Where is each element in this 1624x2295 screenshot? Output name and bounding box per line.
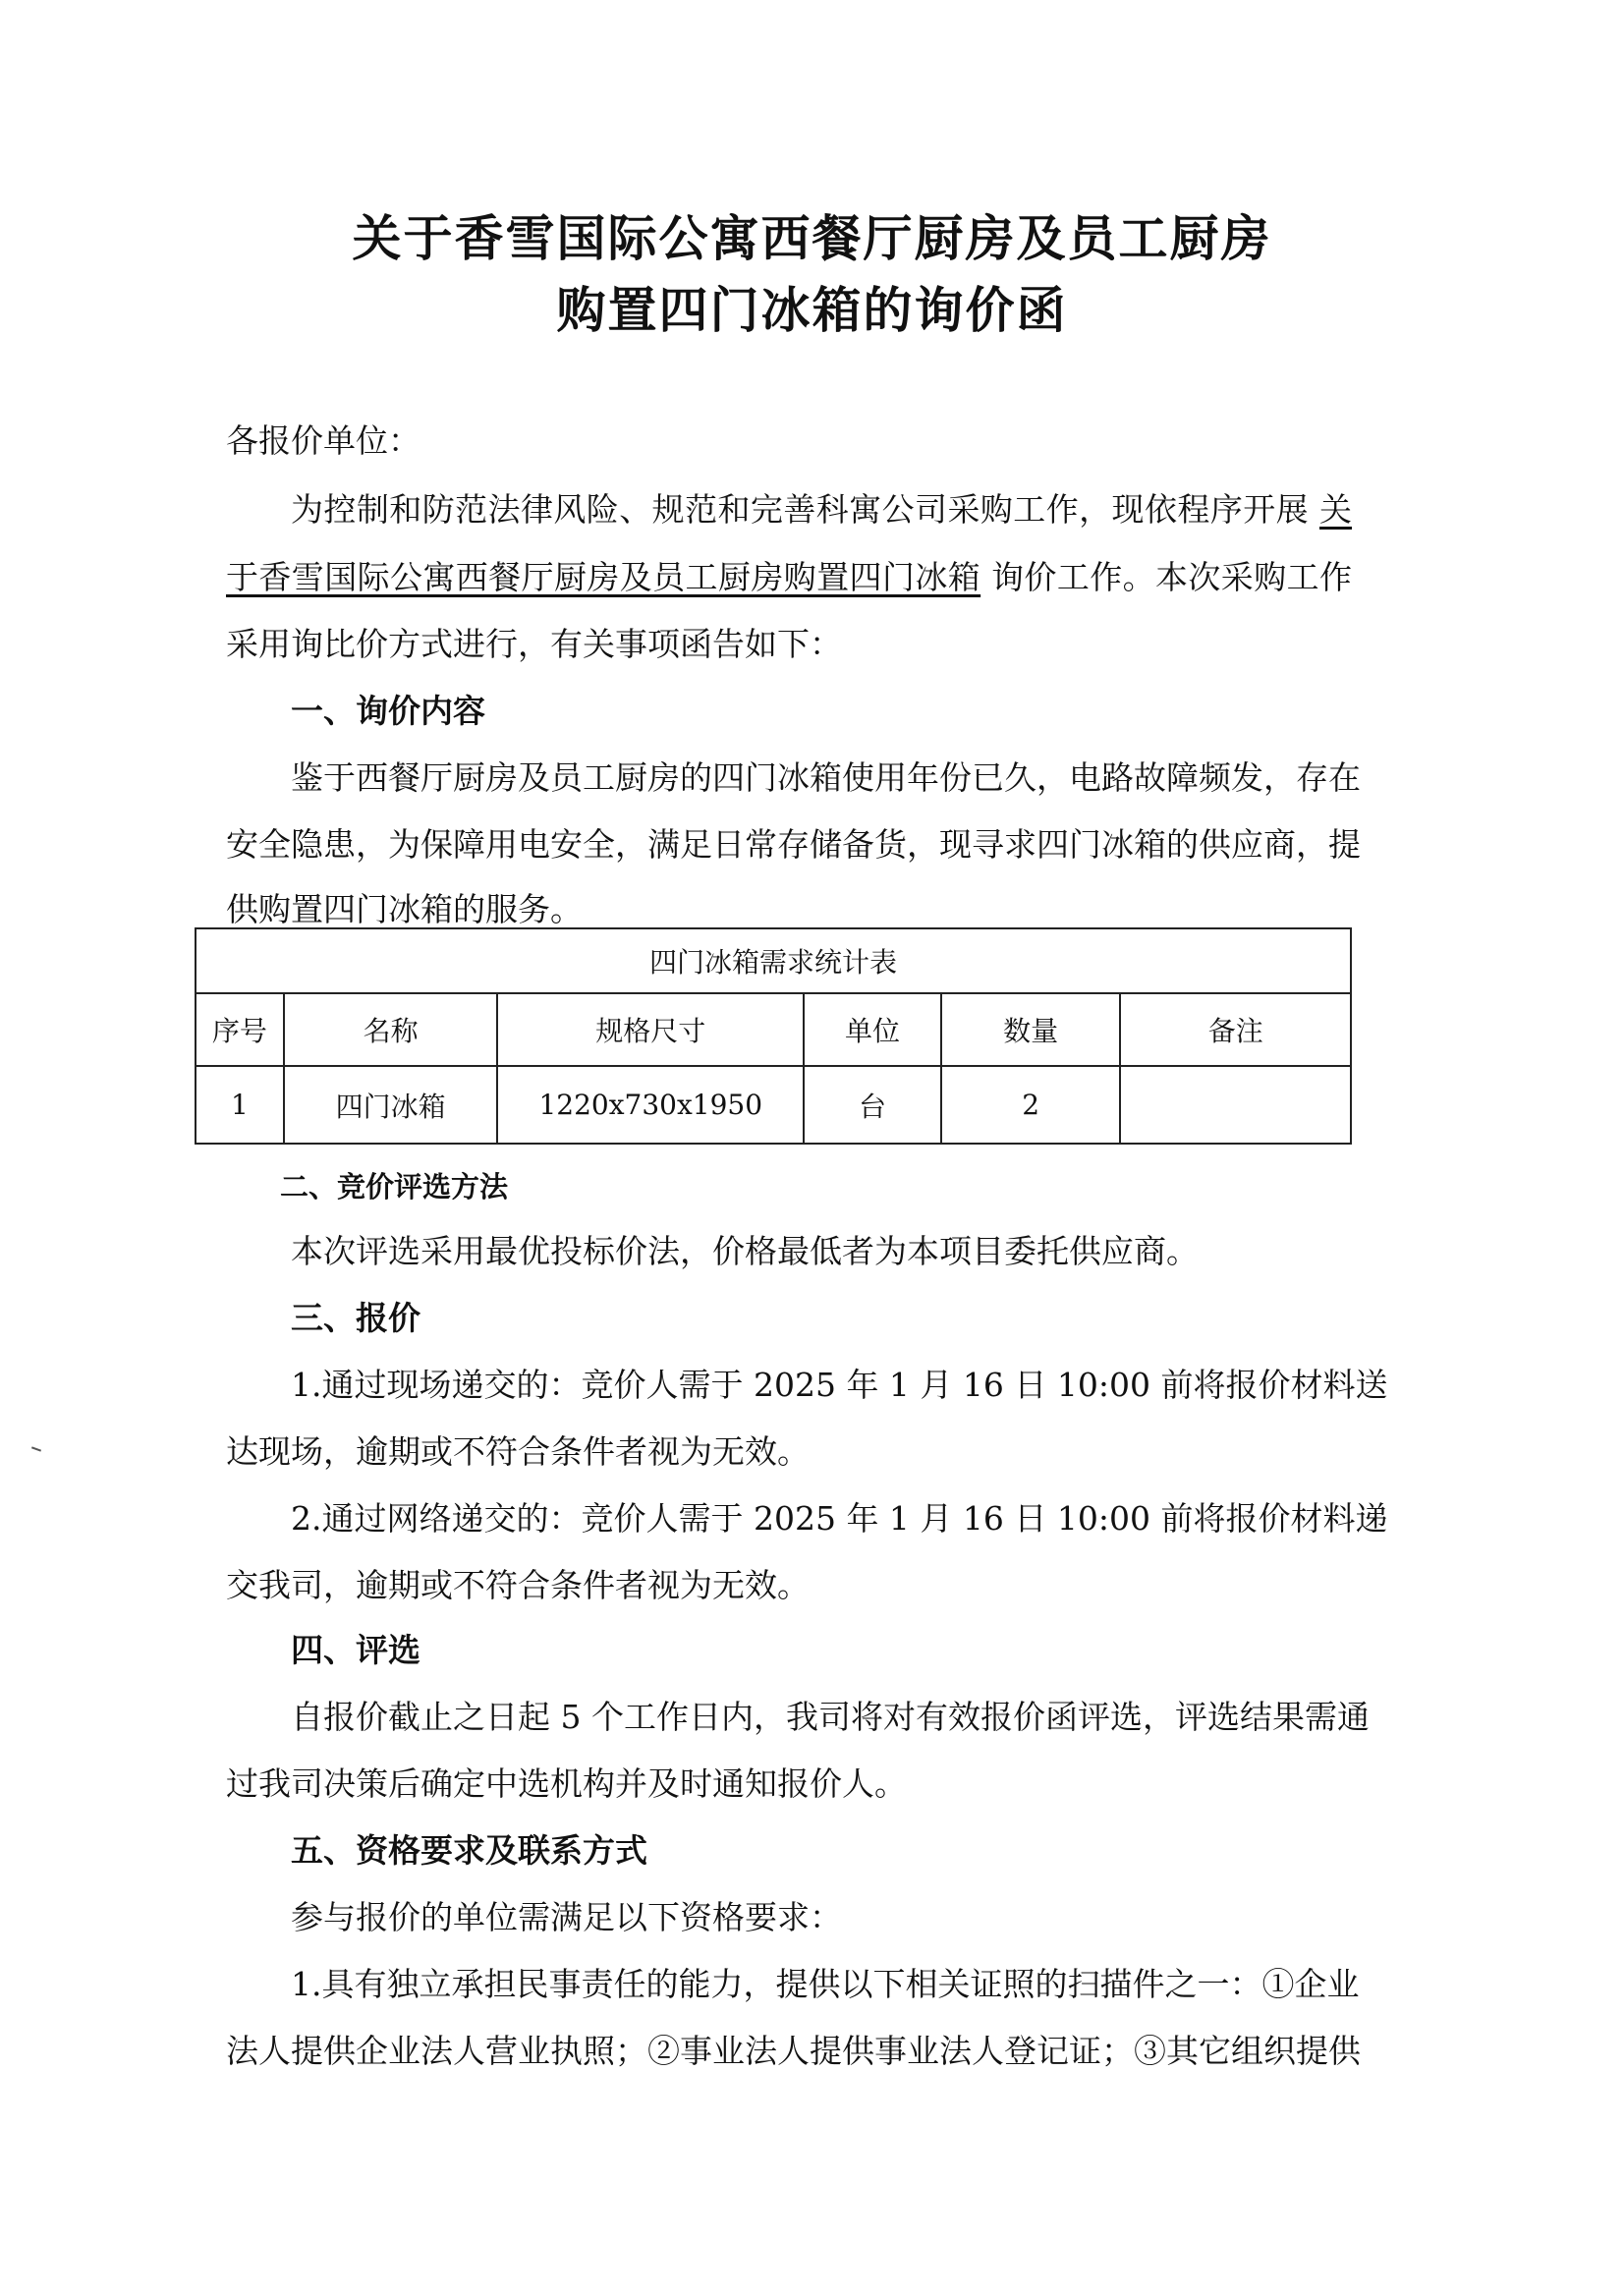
section4-para-line1: 自报价截止之日起 5 个工作日内，我司将对有效报价函评选，评选结果需通 <box>291 1698 1370 1736</box>
scan-mark <box>31 1446 41 1451</box>
section2-para: 本次评选采用最优投标价法，价格最低者为本项目委托供应商。 <box>291 1232 1199 1270</box>
section4-para-line2: 过我司决策后确定中选机构并及时通知报价人。 <box>226 1764 907 1803</box>
column-header-index: 序号 <box>196 993 284 1066</box>
section3-item2-line2: 交我司，逾期或不符合条件者视为无效。 <box>226 1566 810 1604</box>
intro-project-name-start: 关 <box>1319 490 1352 529</box>
intro-line1-text: 为控制和防范法律风险、规范和完善科寓公司采购工作，现依程序开展 <box>291 490 1310 529</box>
section5-item1-line1: 1.具有独立承担民事责任的能力，提供以下相关证照的扫描件之一：①企业 <box>291 1965 1360 2003</box>
column-header-spec: 规格尺寸 <box>497 993 804 1066</box>
cell-quantity: 2 <box>941 1066 1121 1144</box>
section4-heading: 四、评选 <box>291 1631 420 1669</box>
column-header-quantity: 数量 <box>941 993 1121 1066</box>
table-row <box>196 1066 1351 1144</box>
section1-heading: 一、询价内容 <box>291 692 485 730</box>
section5-para: 参与报价的单位需满足以下资格要求： <box>291 1898 842 1936</box>
section3-item1-line1: 1.通过现场递交的：竞价人需于 2025 年 1 月 16 日 10:00 前将报价材料送 <box>291 1366 1388 1404</box>
section3-item2-line1: 2.通过网络递交的：竞价人需于 2025 年 1 月 16 日 10:00 前将报价材料递 <box>291 1499 1388 1538</box>
section3-item1-line2: 达现场，逾期或不符合条件者视为无效。 <box>226 1432 810 1471</box>
requirements-table <box>195 927 1352 1145</box>
column-header-unit: 单位 <box>804 993 941 1066</box>
cell-remarks <box>1120 1066 1351 1144</box>
table-header-row <box>196 993 1351 1066</box>
section3-heading: 三、报价 <box>291 1299 420 1337</box>
intro-line2 <box>226 556 1352 599</box>
cell-name: 四门冰箱 <box>284 1066 498 1144</box>
intro-line1 <box>291 488 1352 532</box>
cell-unit: 台 <box>804 1066 941 1144</box>
salutation: 各报价单位： <box>226 421 420 460</box>
section5-item1-line2: 法人提供企业法人营业执照；②事业法人提供事业法人登记证；③其它组织提供 <box>226 2032 1361 2070</box>
table-caption-row <box>196 928 1351 993</box>
document-title-line2: 购置四门冰箱的询价函 <box>556 281 1068 339</box>
section1-para-line2: 安全隐患，为保障用电安全，满足日常存储备货，现寻求四门冰箱的供应商，提 <box>226 825 1361 864</box>
column-header-remarks: 备注 <box>1120 993 1351 1066</box>
document-title-line1: 关于香雪国际公寓西餐厅厨房及员工厨房 <box>352 209 1272 267</box>
table-caption: 四门冰箱需求统计表 <box>196 928 1351 993</box>
section1-para-line3: 供购置四门冰箱的服务。 <box>226 890 583 928</box>
cell-index: 1 <box>196 1066 284 1144</box>
cell-spec: 1220x730x1950 <box>497 1066 804 1144</box>
column-header-name: 名称 <box>284 993 498 1066</box>
section2-heading: 二、竞价评选方法 <box>280 1170 509 1203</box>
section5-heading: 五、资格要求及联系方式 <box>291 1831 647 1870</box>
intro-project-name: 于香雪国际公寓西餐厅厨房及员工厨房购置四门冰箱 <box>226 558 981 596</box>
intro-line2-text: 询价工作。本次采购工作 <box>991 558 1353 596</box>
intro-line3: 采用询比价方式进行，有关事项函告如下： <box>226 625 842 663</box>
section1-para-line1: 鉴于西餐厅厨房及员工厨房的四门冰箱使用年份已久，电路故障频发，存在 <box>291 758 1361 797</box>
